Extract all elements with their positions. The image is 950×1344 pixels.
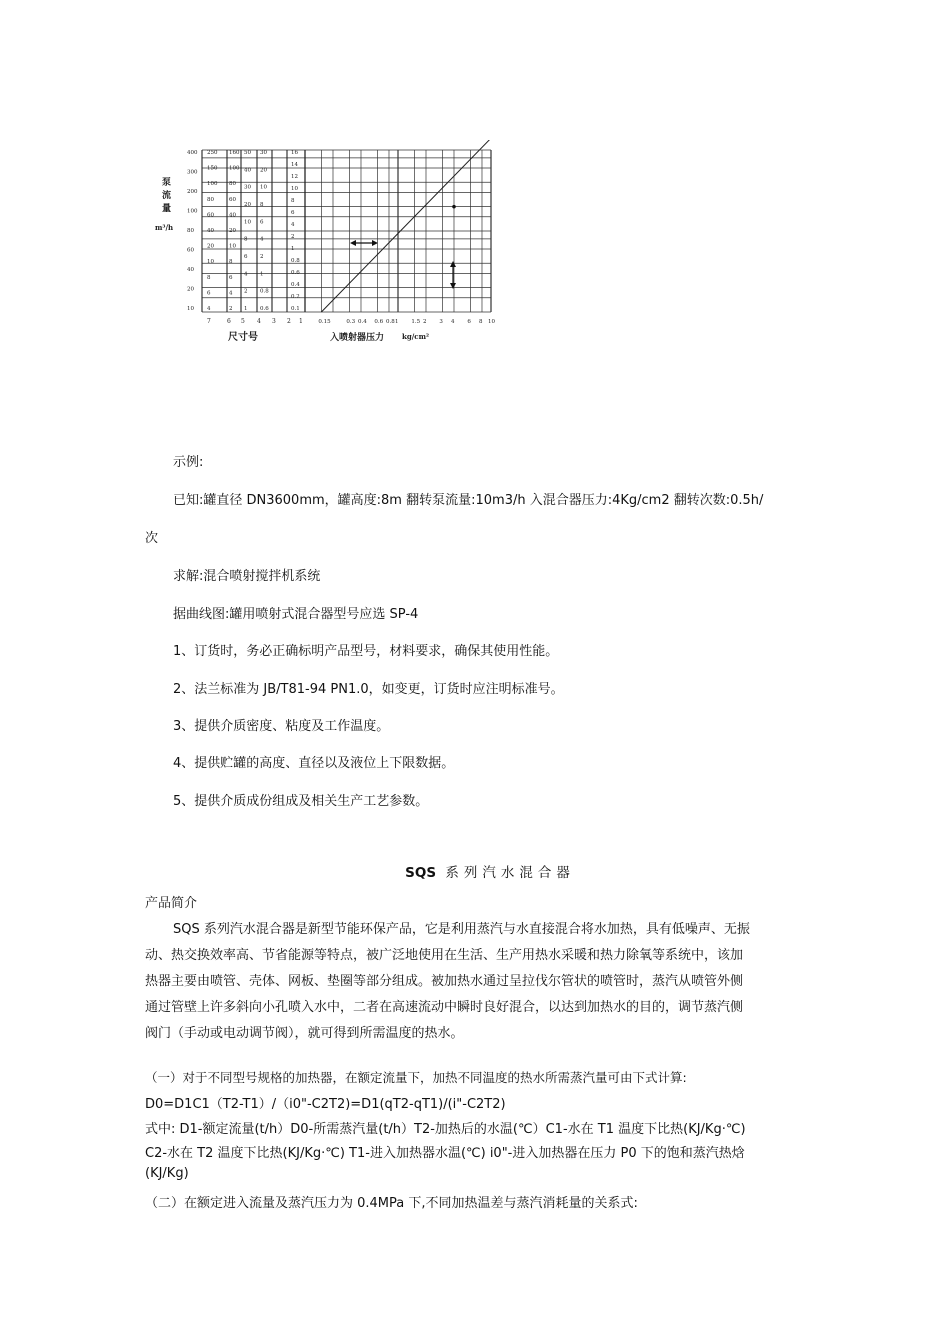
scale-label-30: 10 <box>260 184 267 191</box>
scale-label-300: 200 <box>187 189 198 195</box>
known-line-1: 已知:罐直径 DN3600mm，罐高度:8m 翻转泵流量:10m3/h 入混合器压力:4Kg/cm2 翻转次数:0.5h/ <box>173 493 764 508</box>
pressure-tick-label: 10 <box>488 319 495 325</box>
pressure-tick-label: 0.8 <box>385 319 395 325</box>
scale-label-30: 2 <box>260 254 264 260</box>
scale-label-right: 6 <box>291 210 295 216</box>
scale-label-300: 300 <box>187 169 198 176</box>
pressure-tick-label: 6 <box>467 319 471 325</box>
pressure-tick-label: 0.6 <box>374 319 384 325</box>
scale-label-right: 0.2 <box>291 294 300 300</box>
scale-label-250: 40 <box>207 228 214 234</box>
requirement-item-3: 3、提供介质密度、粘度及工作温度。 <box>173 719 390 734</box>
pressure-tick-label: 1.5 <box>411 319 421 325</box>
nomogram-chart <box>150 140 510 360</box>
scale-label-right: 8 <box>291 198 295 204</box>
scale-label-right: 4 <box>291 222 295 228</box>
scale-label-30: 30 <box>260 150 267 156</box>
scale-label-250: 20 <box>207 243 214 250</box>
pressure-tick-label: 0.3 <box>346 319 356 325</box>
intro-line-1: SQS 系列汽水混合器是新型节能环保产品，它是利用蒸汽与水直接混合将水加热，具有低噪声、无振 <box>173 922 750 937</box>
scale-label-160: 20 <box>229 228 236 234</box>
scale-label-50: 1 <box>244 306 248 312</box>
scale-label-250: 8 <box>207 274 211 281</box>
intro-line-5: 阀门（手动或电动调节阀），就可得到所需温度的热水。 <box>145 1026 464 1041</box>
scale-label-300: 40 <box>187 267 194 273</box>
scale-label-50: 20 <box>244 202 251 208</box>
section-title <box>0 861 950 881</box>
scale-label-30: 4 <box>260 236 264 243</box>
scale-label-160: 8 <box>229 259 233 266</box>
scale-label-50: 2 <box>244 288 248 295</box>
scale-label-250: 4 <box>207 306 211 312</box>
scale-label-30: 8 <box>260 202 264 208</box>
scale-label-250: 80 <box>207 196 214 203</box>
scale-label-160: 10 <box>229 243 236 250</box>
requirement-item-5: 5、提供介质成份组成及相关生产工艺参数。 <box>173 794 429 809</box>
scale-label-160: 160 <box>229 150 240 156</box>
scale-label-50: 6 <box>244 254 248 260</box>
scale-label-50: 8 <box>244 236 248 243</box>
intro-line-2: 动、热交换效率高、节省能源等特点，被广泛地使用在生活、生产用热水采暖和热力除氧等系统中，该加 <box>145 948 744 963</box>
pressure-flow-line <box>321 140 491 312</box>
scale-label-300: 10 <box>187 306 194 312</box>
section-title-rest: 系列汽水混合器 <box>445 865 575 881</box>
scale-label-160: 6 <box>229 274 233 281</box>
size-tick-label: 1 <box>299 318 303 325</box>
scale-label-right: 14 <box>291 162 298 168</box>
horizontal-arrow-icon <box>350 240 378 246</box>
scale-label-160: 4 <box>229 290 233 297</box>
chart-axes <box>187 150 495 325</box>
scale-label-300: 100 <box>187 208 198 215</box>
scale-label-30: 6 <box>260 219 264 226</box>
pressure-tick-label: 4 <box>450 319 455 325</box>
intro-heading: 产品简介 <box>145 896 198 911</box>
example-point <box>452 205 456 209</box>
scale-label-right: 0.1 <box>291 306 300 312</box>
scale-label-30: 1 <box>260 271 264 278</box>
requirement-item-4: 4、提供贮罐的高度、直径以及液位上下限数据。 <box>173 756 455 771</box>
x-unit: kg/cm² <box>402 332 430 341</box>
pressure-tick-label: 8 <box>478 319 483 325</box>
scale-label-50: 10 <box>244 219 251 226</box>
scale-label-300: 20 <box>187 286 194 293</box>
scale-label-250: 150 <box>207 165 218 172</box>
ylabel-char-2: 流 <box>162 191 172 201</box>
scale-label-300: 400 <box>187 150 198 156</box>
scale-label-300: 60 <box>187 247 194 254</box>
scale-label-right: 0.8 <box>291 258 300 264</box>
vertical-arrow-icon <box>450 261 456 289</box>
scale-label-160: 60 <box>229 196 236 203</box>
scale-label-250: 250 <box>207 150 218 156</box>
example-heading: 示例: <box>173 455 204 470</box>
size-tick-label: 3 <box>272 318 276 325</box>
intro-line-3: 热器主要由喷管、壳体、网板、垫圈等部分组成。被加热水通过呈拉伐尔管状的喷管时，蒸汽从喷管外侧 <box>145 974 744 989</box>
scale-label-right: 0.4 <box>291 282 300 288</box>
scale-label-50: 4 <box>244 271 248 278</box>
size-tick-label: 5 <box>241 318 245 325</box>
solve-line: 求解:混合喷射搅拌机系统 <box>173 569 321 584</box>
scale-label-50: 40 <box>244 167 251 174</box>
scale-label-right: 16 <box>291 150 298 156</box>
calc2-heading: （二）在额定进入流量及蒸汽压力为 0.4MPa 下,不同加热温差与蒸汽消耗量的关系式: <box>145 1196 638 1211</box>
intro-line-4: 通过管壁上许多斜向小孔喷入水中，二者在高速流动中瞬时良好混合，以达到加热水的目的，调节蒸汽侧 <box>145 1000 744 1015</box>
scale-label-250: 10 <box>207 259 214 266</box>
pressure-tick-label: 0.15 <box>318 319 331 325</box>
known-line-2: 次 <box>145 531 159 546</box>
x-label-size: 尺寸号 <box>228 332 258 343</box>
size-tick-label: 6 <box>227 318 231 325</box>
scale-label-50: 50 <box>244 150 251 156</box>
y-unit: m³/h <box>155 223 174 232</box>
scale-label-right: 10 <box>291 186 298 192</box>
scale-label-right: 1 <box>291 246 295 252</box>
scale-label-160: 100 <box>229 165 240 172</box>
where-line-3: (KJ/Kg) <box>145 1166 189 1181</box>
scale-label-160: 2 <box>229 306 233 312</box>
x-label-pressure: 入喷射器压力 <box>330 333 385 343</box>
ylabel-char-3: 量 <box>162 204 172 214</box>
pressure-tick-label: 1 <box>395 319 399 325</box>
scale-label-250: 6 <box>207 290 211 297</box>
pressure-tick-label: 3 <box>439 319 443 325</box>
requirement-item-2: 2、法兰标准为 JB/T81-94 PN1.0，如变更，订货时应注明标准号。 <box>173 682 564 697</box>
answer-line: 据曲线图:罐用喷射式混合器型号应选 SP-4 <box>173 607 419 622</box>
requirement-item-1: 1、订货时，务必正确标明产品型号，材料要求，确保其使用性能。 <box>173 644 559 659</box>
scale-label-300: 80 <box>187 228 194 234</box>
scale-label-30: 20 <box>260 167 267 174</box>
scale-label-30: 0.6 <box>260 306 269 312</box>
scale-label-30: 0.8 <box>260 288 269 295</box>
section-title-bold: SQS <box>405 865 437 881</box>
scale-label-right: 0.6 <box>291 270 300 276</box>
scale-label-50: 30 <box>244 184 251 191</box>
size-tick-label: 2 <box>287 318 291 325</box>
size-tick-label: 4 <box>257 318 261 325</box>
pressure-tick-label: 2 <box>422 319 427 325</box>
scale-label-160: 40 <box>229 212 236 219</box>
scale-label-right: 2 <box>291 234 295 240</box>
size-tick-label: 7 <box>207 318 211 325</box>
pressure-tick-label: 0.4 <box>357 319 367 325</box>
scale-label-250: 60 <box>207 212 214 219</box>
where-line-1: 式中: D1-额定流量(t/h）D0-所需蒸汽量(t/h）T2-加热后的水温(℃）C1-水在 T1 温度下比热(KJ/Kg·℃) <box>145 1122 746 1137</box>
calc1-heading: （一）对于不同型号规格的加热器，在额定流量下，加热不同温度的热水所需蒸汽量可由下式计算: <box>145 1070 687 1085</box>
scale-label-250: 100 <box>207 181 218 188</box>
scale-label-160: 80 <box>229 181 236 188</box>
scale-label-right: 12 <box>291 174 298 180</box>
formula: D0=D1C1（T2-T1）/（i0"-C2T2)=D1(qT2-qT1)/(i"-C2T2) <box>145 1097 506 1112</box>
where-line-2: C2-水在 T2 温度下比热(KJ/Kg·℃) T1-进入加热器水温(℃) i0"-进入加热器在压力 P0 下的饱和蒸汽热焓 <box>145 1146 745 1161</box>
ylabel-char-1: 泵 <box>162 178 172 188</box>
